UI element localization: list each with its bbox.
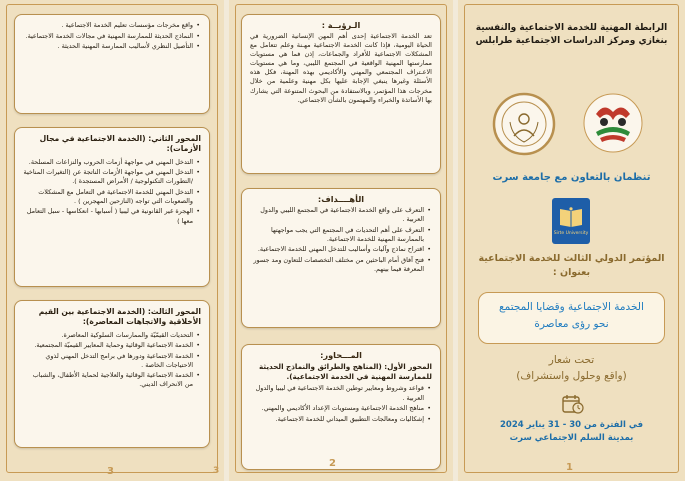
panel-page-3 [0, 0, 224, 481]
vision-text: تعد الخدمة الاجتماعية إحدى أهم المهن الإنسانية الضرورية في الحياة اليومية، فإذا كانت الخدمة الاجتماعية مهـنة وعلم تتعامل مع المشكلات الاجتماعية للأفراد والجماعات، إذن فما هي مستويات ممارستها المهنية الواقعية في المجتمع الليبي، وما هي مستويات الاعـتراف المجتمعي والمهني والأكاديمي بهذه المهنة، فكل هذه الأسئلة وغيرها ينبغي الإجابة عليها بكل مهنية وعلمية من خلال مخرجات هذا المؤتمر، وبالاستفادة من البحوث المتنوعة التي يشارك بها الأساتذة والخبراء والمهتمون بالشأن الاجتماعي. [250, 32, 432, 104]
calendar-icon [562, 394, 584, 414]
theme-line-2: نحو رؤى معاصرة [534, 317, 609, 330]
date-line-1: في الفترة من 30 - 31 يناير 2024 [499, 420, 644, 430]
studies-center-logo-icon [492, 92, 556, 156]
university-logo [552, 198, 590, 244]
book-icon [558, 207, 584, 229]
vision-box [241, 14, 441, 174]
organized-with-text: تنظمان بالتعاون مع جامعة سرت [492, 172, 651, 183]
axis2-list [23, 158, 201, 226]
slogan: (واقع وحلول واستشراف) [516, 370, 627, 382]
goal-item-1: • التعرف على واقع الخدمة الاجتماعية في المجتمع الليبي والدول العربية . [250, 206, 424, 224]
axis2-item-2: • التدخل المهني في مواجهة الأزمات الناتجة عن (التغيرات المناخية /التطورات التكنولوجية / الأمراض المستجدة ). [23, 168, 193, 186]
association-logo [582, 92, 644, 154]
panel-page-2 [229, 0, 453, 481]
top-item-1: • واقع مخرجات مؤسسات تعليم الخدمة الاجتماعية . [23, 21, 193, 30]
axis2-box [14, 127, 210, 287]
axis2-item-1: • التدخل المهني في مواجهة أزمات الحروب والنزاعات المسلحة. [23, 158, 193, 167]
top-items-list [23, 21, 201, 51]
axis3-item-3: • الخدمة الاجتماعية ودورها في برامج التدخل المهني لذوي الاحتياجات الخاصة . [23, 352, 193, 370]
axis1-item-3: • إشكاليات ومعالجات التطبيق الميداني للخدمة الاجتماعية. [250, 415, 424, 424]
axis3-item-2: • الخدمة الاجتماعية الوقائية وحماية المعايير القيميّة المجتمعية. [23, 341, 193, 350]
axis3-list [23, 331, 201, 390]
axis3-item-4: • الخدمة الاجتماعية الوقائية والعلاجية لحماية الأطفال، والشباب من الانحراف الديني. [23, 371, 193, 389]
theme-box [478, 292, 665, 344]
axis1-item-1: • قواعد وشروط ومعايير توطين الخدمة الاجتماعية في ليبيا والدول العربية . [250, 384, 424, 402]
page-number: 3 [107, 466, 114, 477]
university-logo-text: Sirte University [553, 230, 589, 236]
page-number-corner: 3 [213, 466, 220, 476]
conference-title: المؤتمر الدولي الثالث للخدمة الاجتماعية بعنوان : [478, 253, 665, 279]
goals-list [250, 206, 432, 274]
axis1-title: المحور الأول: (المناهج والطرائق والنماذج الحديثة للممارسة المهنية في الخدمة الاجتماعية). [259, 362, 432, 381]
goals-title: الأهــــداف: [317, 194, 365, 204]
axis2-item-3: • التدخل المهني للخدمة الاجتماعية في التعامل مع المشكلات والصعوبات التي تواجه (النازحين المهجرين ) . [23, 188, 193, 206]
axis1-list [250, 384, 432, 423]
theme-line-1: الخدمة الاجتماعية وقضايا المجتمع [499, 301, 644, 313]
panel-page-1 [458, 0, 685, 481]
studies-center-logo [492, 92, 556, 156]
association-logo-icon [582, 92, 644, 154]
goal-item-3: • اقتراح نماذج وآليات وأساليب للتدخل المهني للخدمة الاجتماعية. [250, 245, 424, 254]
axis2-title: المحور الثاني: (الخدمة الاجتماعية في مجال الأزمات): [39, 134, 201, 154]
top-items-box [14, 14, 210, 114]
axis3-item-1: • التحديات القيمّيّة والممارسات السلوكية المعاصرة. [23, 331, 193, 340]
axes-title: المـــحاور: [320, 350, 362, 360]
goals-box [241, 188, 441, 328]
slogan-label: تحت شعار [548, 354, 595, 366]
goal-item-2: • التعرف على أهم التحديات في المجتمع التي يجب مواجهتها بالممارسة المهنية للخدمة الاجتماعية. [250, 226, 424, 244]
axes-box [241, 344, 441, 470]
vision-title: الـرؤيــة : [321, 20, 361, 30]
top-item-2: • النماذج الحديثة للممارسة المهنية في مجالات الخدمة الاجتماعية. [23, 32, 193, 41]
axis1-item-2: • مناهج الخدمة الاجتماعية ومستويات الإعداد الأكاديمي والمهني. [250, 404, 424, 413]
axis3-title: المحور الثالث: (الخدمة الاجتماعية بين القيم الأخلاقية والاتجاهات المعاصرة): [38, 307, 201, 327]
axis3-box [14, 300, 210, 448]
page-number: 2 [329, 458, 336, 469]
calendar-svg [562, 394, 584, 414]
organization-name: الرابطة المهنية للخدمة الاجتماعية والنفسية بنغازي ومركز الدراسات الاجتماعية طرابلس [475, 23, 668, 47]
axis2-item-4: • الهجرة غير القانونية في ليبيا ( أسبابها - انعكاسها - سبل التعامل معها ) [23, 207, 193, 225]
date-line-2: بمدينة السلم الاجتماعي سرت [509, 433, 634, 443]
page-number: 1 [566, 462, 573, 473]
goal-item-4: • فتح آفاق أمام الباحثين من مختلف التخصصات للتعاون ومد جسور المعرفة فيما بينهم. [250, 256, 424, 274]
top-item-3: • التأصيل النظري لأساليب الممارسة المهنية الحديثة . [23, 42, 193, 51]
